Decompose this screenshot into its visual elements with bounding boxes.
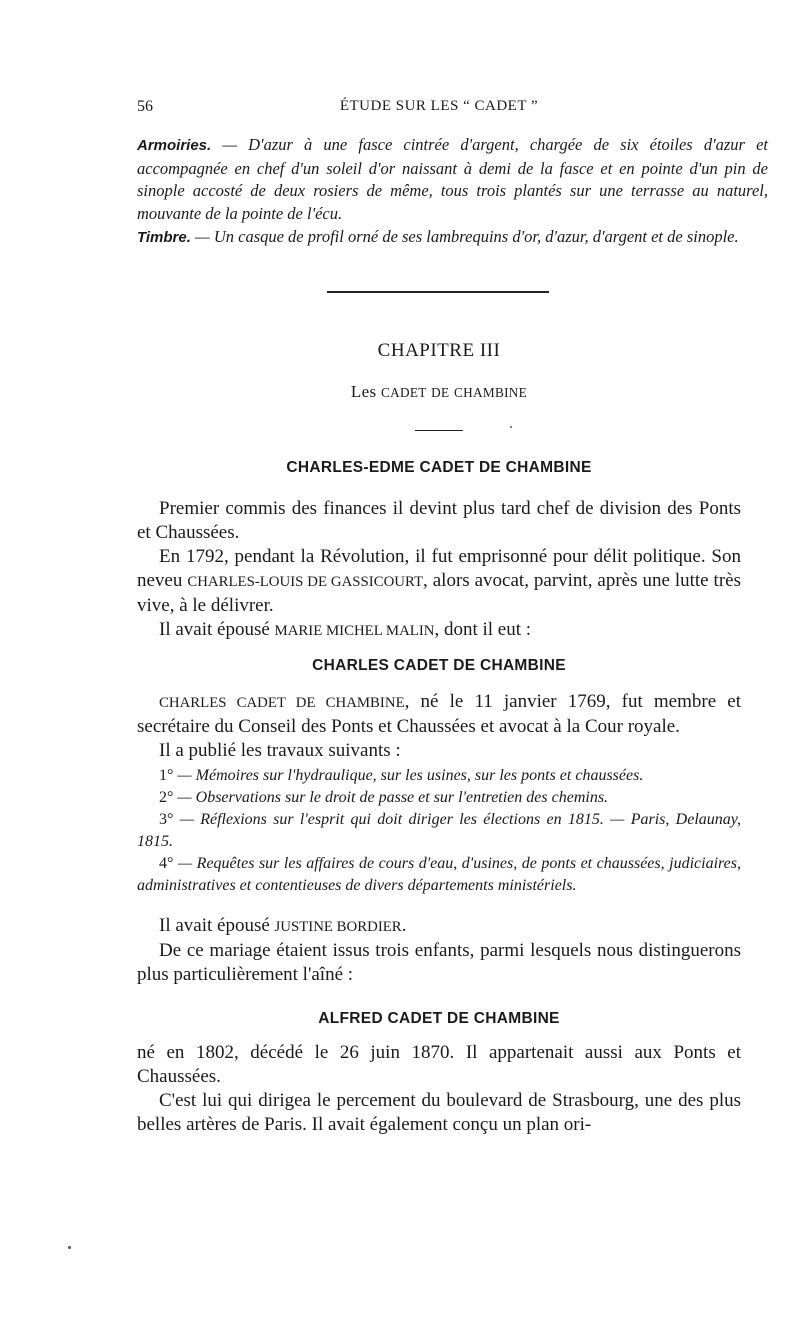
publications-list bbox=[137, 765, 741, 897]
chapter-divider bbox=[415, 430, 463, 431]
page-number: 56 bbox=[137, 98, 153, 115]
armoiries-paragraph bbox=[137, 134, 768, 225]
publication-item: 2° — Observations sur le droit de passe et sur l'entretien des chemins. bbox=[159, 789, 609, 806]
section-heading-charles-edme: CHARLES-EDME CADET DE CHAMBINE bbox=[286, 459, 592, 476]
armoiries-text: — D'azur à une fasce cintrée d'argent, chargée de six étoiles d'azur et accompagnée en chef d'un soleil d'or naissant à demi de la fasce et en pointe d'un pin de sinople accosté de deux rosiers de même, tous trois plantés sur une terrasse au naturel, mouvante de la pointe de l'écu. bbox=[137, 135, 768, 223]
person-name: MARIE MICHEL MALIN bbox=[274, 623, 435, 639]
section2-paragraph-2: Il a publié les travaux suivants : bbox=[159, 740, 401, 761]
timbre-paragraph bbox=[137, 226, 768, 250]
publication-item: 4° — Requêtes sur les affaires de cours d'eau, d'usines, de ponts et chaussées, judiciaires, administratives et contentieuses de divers départements ministériels. bbox=[137, 855, 741, 894]
section3-body bbox=[137, 1041, 741, 1137]
section2-body bbox=[137, 690, 741, 763]
section2-paragraph-4: De ce mariage étaient issus trois enfants, parmi lesquels nous distinguerons plus particulièrement l'aîné : bbox=[137, 940, 741, 985]
section1-paragraph-2: En 1792, pendant la Révolution, il fut emprisonné pour délit politique. Son neveu CHARLES-LOUIS DE GASSICOURT, alors avocat, parvint, après une lutte très vive, à le délivrer. bbox=[137, 546, 741, 616]
section1-paragraph-1: Premier commis des finances il devint plus tard chef de division des Ponts et Chaussées. bbox=[137, 498, 741, 543]
running-title: ÉTUDE SUR LES “ CADET ” bbox=[339, 98, 539, 114]
section1-paragraph-3: Il avait épousé MARIE MICHEL MALIN, dont il eut : bbox=[159, 619, 532, 640]
publication-item: 3° — Réflexions sur l'esprit qui doit diriger les élections en 1815. — Paris, Delaunay, 1815. bbox=[137, 811, 741, 850]
section-divider bbox=[327, 291, 549, 293]
section2-body-continued bbox=[137, 914, 741, 987]
person-name: CHARLES CADET DE CHAMBINE bbox=[159, 695, 405, 711]
person-name: JUSTINE BORDIER bbox=[274, 919, 402, 935]
armoiries-label: Armoiries. bbox=[137, 137, 212, 154]
timbre-text: — Un casque de profil orné de ses lambrequins d'or, d'azur, d'argent et de sinople. bbox=[190, 227, 739, 246]
timbre-label: Timbre. bbox=[137, 229, 191, 246]
section3-paragraph-1: né en 1802, décédé le 26 juin 1870. Il appartenait aussi aux Ponts et Chaussées. bbox=[137, 1042, 741, 1087]
ink-speck bbox=[510, 426, 512, 428]
section3-paragraph-2: C'est lui qui dirigea le percement du boulevard de Strasbourg, une des plus belles artères de Paris. Il avait également conçu un plan ori- bbox=[137, 1090, 741, 1135]
section1-body bbox=[137, 497, 741, 643]
chapter-subtitle: Les CADET DE CHAMBINE bbox=[350, 382, 528, 401]
chapter-title: CHAPITRE III bbox=[377, 340, 501, 361]
section-heading-alfred: ALFRED CADET DE CHAMBINE bbox=[318, 1010, 560, 1027]
section2-paragraph-3: Il avait épousé JUSTINE BORDIER. bbox=[159, 915, 407, 936]
publication-item: 1° — Mémoires sur l'hydraulique, sur les usines, sur les ponts et chaussées. bbox=[159, 767, 644, 784]
section-heading-charles: CHARLES CADET DE CHAMBINE bbox=[312, 657, 566, 674]
section2-paragraph-1: CHARLES CADET DE CHAMBINE, né le 11 janvier 1769, fut membre et secrétaire du Conseil des Ponts et Chaussées et avocat à la Cour royale. bbox=[137, 691, 741, 737]
page-header bbox=[137, 98, 741, 120]
person-name: CHARLES-LOUIS DE GASSICOURT bbox=[187, 574, 424, 590]
ink-speck bbox=[68, 1246, 71, 1249]
